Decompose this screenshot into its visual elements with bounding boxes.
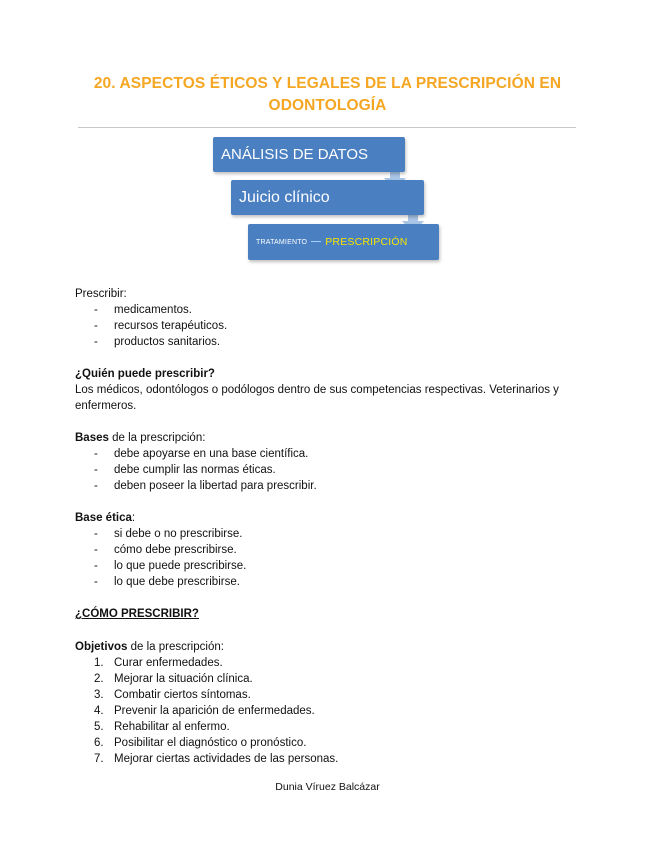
list-dash: - [94,576,98,588]
footer-author: Dunia Víruez Balcázar [275,781,380,793]
list-dash: - [94,304,98,316]
list-number: 5. [94,721,104,733]
list-dash: - [94,464,98,476]
list-item: Posibilitar el diagnóstico o pronóstico. [114,737,307,749]
title-line-2: ODONTOLOGÍA [268,97,387,114]
list-number: 6. [94,737,104,749]
list-dash: - [94,480,98,492]
list-dash: - [94,544,98,556]
base-etica-bold: Base ética [75,512,132,524]
diagram-box-analisis [213,137,405,172]
objetivos-rest: de la prescripción: [127,641,224,653]
list-item: deben poseer la libertad para prescribir. [114,480,317,492]
page-title [60,73,595,117]
quien-line-1: Los médicos, odontólogos o podólogos dentro de sus competencias respectivas. Veterinarios y [75,384,559,396]
list-item: lo que puede prescribirse. [114,560,247,572]
como-prescribir-heading: ¿CÓMO PRESCRIBIR? [75,608,199,620]
list-item: si debe o no prescribirse. [114,528,243,540]
diagram-box-juicio [231,180,424,215]
list-dash: - [94,320,98,332]
list-item: cómo debe prescribirse. [114,544,237,556]
list-number: 2. [94,673,104,685]
objetivos-bold: Objetivos [75,641,128,653]
bases-bold: Bases [75,432,109,444]
prescribir-label: Prescribir: [75,288,127,300]
title-divider [78,127,576,128]
list-number: 1. [94,657,104,669]
list-item: lo que debe prescribirse. [114,576,240,588]
bases-heading [75,430,205,446]
objetivos-heading [75,639,224,655]
quien-heading: ¿Quién puede prescribir? [75,368,215,380]
diagram-box-analisis-label: ANÁLISIS DE DATOS [221,146,368,163]
diagram-box-prescripcion-label: PRESCRIPCIÓN [325,236,408,248]
list-item: recursos terapéuticos. [114,320,228,332]
bases-rest: de la prescripción: [108,432,206,444]
list-dash: - [94,560,98,572]
list-dash: - [94,336,98,348]
list-item: Mejorar la situación clínica. [114,673,253,685]
diagram-box-tratamiento-label: TRATAMIENTO [256,238,308,246]
list-item: Prevenir la aparición de enfermedades. [114,705,315,717]
list-item: Rehabilitar al enfermo. [114,721,230,733]
list-item: medicamentos. [114,304,192,316]
list-item: Mejorar ciertas actividades de las personas. [114,753,339,765]
list-item: debe cumplir las normas éticas. [114,464,276,476]
base-etica-heading [75,510,135,526]
base-etica-rest: : [131,512,136,524]
title-line-1: 20. ASPECTOS ÉTICOS Y LEGALES DE LA PRESCRIPCIÓN EN [93,75,562,92]
list-item: debe apoyarse en una base científica. [114,448,309,460]
list-item: Combatir ciertos síntomas. [114,689,251,701]
diagram-box-prescripcion [248,224,439,260]
list-item: productos sanitarios. [114,336,221,348]
list-number: 7. [94,753,104,765]
list-item: Curar enfermedades. [114,657,223,669]
list-number: 4. [94,705,104,717]
quien-line-2: enfermeros. [75,400,137,412]
list-number: 3. [94,689,104,701]
list-dash: - [94,448,98,460]
mini-arrow-icon [311,241,321,242]
list-dash: - [94,528,98,540]
diagram-box-juicio-label: Juicio clínico [239,188,330,206]
